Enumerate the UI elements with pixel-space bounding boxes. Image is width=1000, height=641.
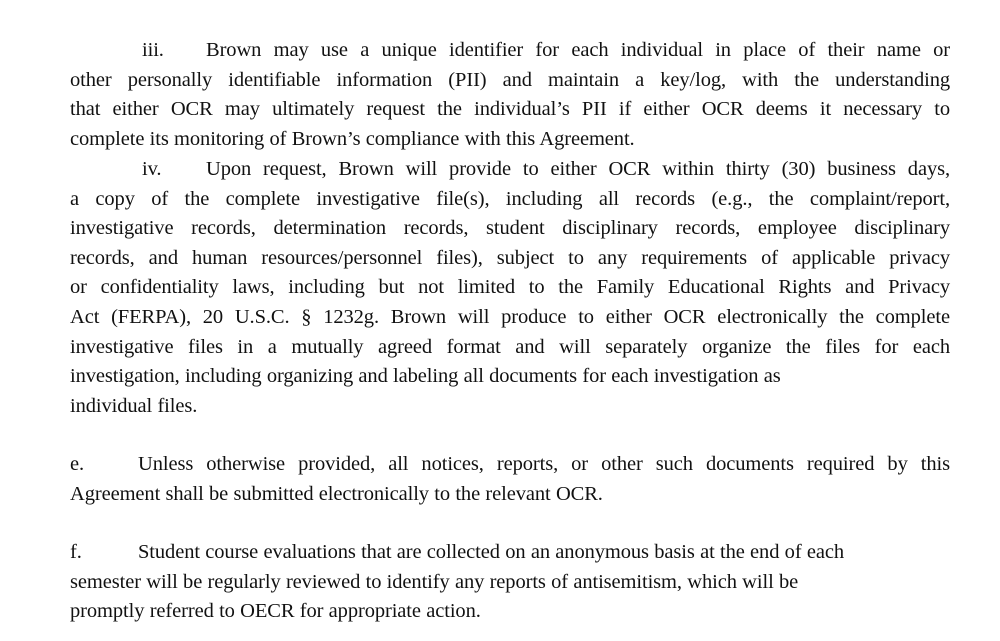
paragraph-line — [70, 450, 950, 480]
paragraph-line: Agreement shall be submitted electronically to the relevant OCR. — [70, 482, 603, 505]
paragraph-line — [70, 538, 950, 568]
paragraph-e — [70, 450, 950, 509]
line-text: Unless otherwise provided, all notices, reports, or other such documents required by this — [138, 453, 950, 475]
paragraph-f — [70, 538, 950, 627]
paragraph-line: that either OCR may ultimately request the individual’s PII if either OCR deems it necessary to — [70, 98, 950, 121]
paragraph-line: semester will be regularly reviewed to identify any reports of antisemitism, which will be — [70, 570, 799, 593]
line-text: Brown may use a unique identifier for each individual in place of their name or — [206, 39, 950, 61]
paragraph-line: or confidentiality laws, including but not limited to the Family Educational Rights and Privacy — [70, 276, 950, 299]
line-text: Student course evaluations that are collected on an anonymous basis at the end of each — [138, 541, 845, 563]
list-marker: f. — [70, 541, 82, 563]
paragraph-line: complete its monitoring of Brown’s compliance with this Agreement. — [70, 127, 635, 150]
paragraph-line — [70, 36, 950, 66]
paragraph-line: investigative files in a mutually agreed format and will separately organize the files for each — [70, 335, 950, 358]
paragraph-line: promptly referred to OECR for appropriate action. — [70, 600, 481, 623]
paragraph-line — [70, 155, 950, 185]
paragraph-line: other personally identifiable information (PII) and maintain a key/log, with the understanding — [70, 68, 950, 91]
paragraph-line: individual files. — [70, 394, 198, 417]
paragraph-iv — [70, 155, 950, 421]
paragraph-iii — [70, 36, 950, 154]
paragraph-line: investigation, including organizing and labeling all documents for each investigation as — [70, 365, 781, 388]
line-text: Upon request, Brown will provide to either OCR within thirty (30) business days, — [206, 158, 950, 180]
paragraph-line: Act (FERPA), 20 U.S.C. § 1232g. Brown will produce to either OCR electronically the complete — [70, 305, 950, 328]
paragraph-line: records, and human resources/personnel files), subject to any requirements of applicable privacy — [70, 246, 950, 269]
paragraph-line: investigative records, determination records, student disciplinary records, employee disciplinary — [70, 217, 950, 240]
paragraph-line: a copy of the complete investigative file(s), including all records (e.g., the complaint/report, — [70, 187, 950, 210]
list-marker: iii. — [142, 39, 164, 61]
list-marker: e. — [70, 453, 85, 475]
list-marker: iv. — [142, 158, 162, 180]
